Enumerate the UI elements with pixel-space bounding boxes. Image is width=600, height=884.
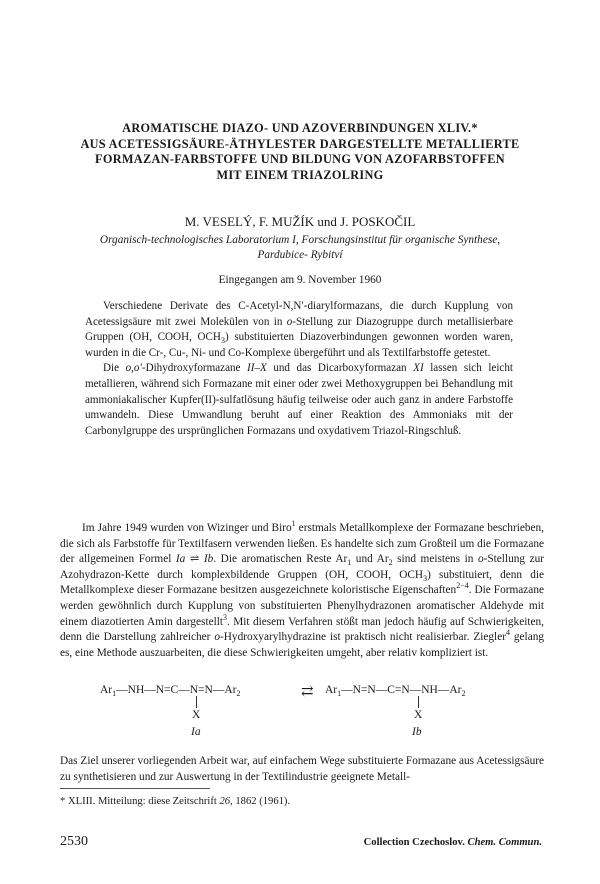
subscript: 1 — [347, 558, 352, 568]
text: —N=N—C=N—NH— — [341, 684, 450, 696]
abstract-paragraph — [85, 299, 513, 361]
affiliation-line: Pardubice- Rybitví — [257, 249, 343, 261]
subscript: 3 — [220, 336, 225, 346]
text: . Die aromatischen Reste Ar — [213, 553, 348, 566]
text: o — [214, 631, 221, 644]
body-text — [60, 754, 544, 785]
text: o,o′ — [125, 362, 142, 375]
abstract — [85, 299, 513, 439]
text: lassen sich leicht metallieren, während sich Formazane mit einer oder zwei Methoxygruppen bei Behandlung mit ammoniakalischer Kupfer(II)-sulfatlösung häufig teilweise oder auch ganz in andere Farbstoffe umwandeln. Diese Umwandlung beruht auf einer Reaktion des Ammoniaks mit der Carbonylgruppe des ursprünglichen Formazans und oxydativem Triazol-Ringschluß. — [85, 362, 513, 437]
text: Collection Czechoslov. — [363, 837, 468, 848]
text: o — [477, 553, 484, 566]
footnote — [60, 796, 290, 807]
text: 26 — [219, 796, 231, 807]
formula-ref: Ib — [203, 553, 214, 566]
text: II–X — [247, 362, 267, 375]
formula-label-ib: Ib — [412, 726, 422, 738]
subscript: 1 — [337, 689, 342, 698]
text: Ar — [224, 684, 237, 696]
body-text — [60, 521, 544, 661]
text: und Ar — [351, 553, 389, 566]
affiliation-line: Organisch-technologisches Laboratorium I, Forschungsinstitut für organische Synthese, — [99, 234, 501, 246]
tautomer-formula — [0, 676, 600, 742]
text: -Stellung zur Azohydrazon-Kette durch komplexbildende Gruppen (OH, COOH, OCH — [60, 553, 544, 581]
authors: M. VESELÝ, F. MUŽÍK und J. POSKOČIL — [184, 214, 416, 229]
formula-label-ia: Ia — [191, 726, 201, 738]
text: . Mit diesem Verfahren stößt man jedoch häufig auf Schwierigkeiten, denn die Darstellung zahlreicher — [60, 615, 544, 644]
text: ) substituiert, denn die Metallkomplexe dieser Formazane besitzen ausgezeichnete koloristische Eigenschaften — [60, 568, 544, 597]
text: Im Jahre 1949 wurden von Wizinger und Biro — [82, 522, 292, 534]
formula-ia-structure — [100, 684, 240, 696]
body-paragraph: Das Ziel unserer vorliegenden Arbeit war, auf einfachem Wege substituierte Formazane aus Acetessigsäure zu synthetisieren und zur Auswertung in der Textilindustrie geeignete Metall- — [60, 755, 544, 783]
bond-line — [418, 696, 419, 708]
text: Verschiedene Derivate des C-Acetyl-N,N′-diarylformazans, die durch Kupplung von Acetessigsäure mit zwei Molekülen von in — [85, 300, 513, 328]
subscript: 1 — [112, 689, 117, 698]
text: . Die Formazane werden gewöhnlich durch Kupplung von substituierten Phenylhydrazonen aromatischer Aldehyde mit einem diazotierten Amin dargestellt — [60, 584, 544, 628]
text: -Stellung zur Diazogruppe durch metallisierbare Gruppen (OH, COOH, OCH — [85, 315, 513, 344]
citation: 3 — [223, 612, 228, 622]
bond-line — [196, 696, 197, 708]
citation: 1 — [291, 519, 296, 528]
abstract-paragraph — [85, 361, 513, 439]
citation: 4 — [505, 628, 510, 638]
text: sind meistens in — [392, 553, 478, 566]
page-number: 2530 — [60, 834, 88, 849]
footnote-divider — [60, 788, 210, 789]
text: * XLIII. Mitteilung: diese Zeitschrift — [60, 796, 220, 807]
subscript: 2 — [461, 689, 466, 698]
text: Ar — [325, 684, 338, 696]
text: Ar — [100, 684, 113, 696]
title-line: AROMATISCHE DIAZO- UND AZOVERBINDUNGEN XLIV.* — [122, 121, 478, 135]
journal-name — [364, 837, 542, 848]
text: und das Dicarboxyformazan — [266, 362, 414, 375]
formula-ib-structure — [325, 684, 465, 696]
text: XI — [413, 362, 424, 375]
text: erstmals Metallkomplexe der Formazane beschrieben, die sich als Farbstoffe für Textilfasern verwenden ließen. Es handelte sich zum Großteil um die Formazane der allgemeinen Formel — [60, 522, 544, 566]
subscript: 2 — [236, 689, 241, 698]
subscript: 3 — [423, 573, 428, 583]
title-line: AUS ACETESSIGSÄURE-ÄTHYLESTER DARGESTELLTE METALLIERTE — [80, 136, 520, 151]
subscript: 2 — [388, 558, 393, 568]
text: -Hydroxyarylhydrazine ist praktisch nicht realisierbar. Ziegler — [220, 631, 506, 644]
text: gelang es, eine Methode auszuarbeiten, die diese Schwierigkeiten umgeht, aber relativ kompliziert ist. — [60, 631, 545, 659]
text: , 1862 (1961). — [230, 796, 291, 807]
text: o — [286, 315, 293, 328]
text: —NH—N=C—N=N— — [116, 684, 225, 696]
text: -Dihydroxyformazane — [141, 362, 248, 375]
title-line: FORMAZAN-FARBSTOFFE UND BILDUNG VON AZOFARBSTOFFEN — [95, 152, 505, 166]
text: Ar — [449, 684, 462, 696]
text: ) substituierten Diazoverbindungen gewonnen worden waren, wurden in die Cr-, Cu-, Ni- und Co-Komplexe übergeführt und als Textilfarbstoffe getestet. — [85, 331, 513, 359]
affiliation — [60, 233, 540, 263]
substituent-x: X — [414, 709, 423, 721]
received-date: Eingegangen am 9. November 1960 — [218, 274, 382, 286]
formula-ref: Ia — [175, 553, 186, 566]
text: ⇌ — [185, 553, 204, 566]
text: Die — [103, 362, 126, 375]
equilibrium-arrow: ⇄ — [301, 684, 314, 700]
title-line: MIT EINEM TRIAZOLRING — [216, 167, 384, 182]
text: Chem. Commun. — [467, 837, 542, 848]
body-paragraph — [60, 521, 544, 661]
substituent-x: X — [192, 709, 201, 721]
article-title — [60, 121, 540, 183]
citation: 2−4 — [456, 581, 469, 591]
